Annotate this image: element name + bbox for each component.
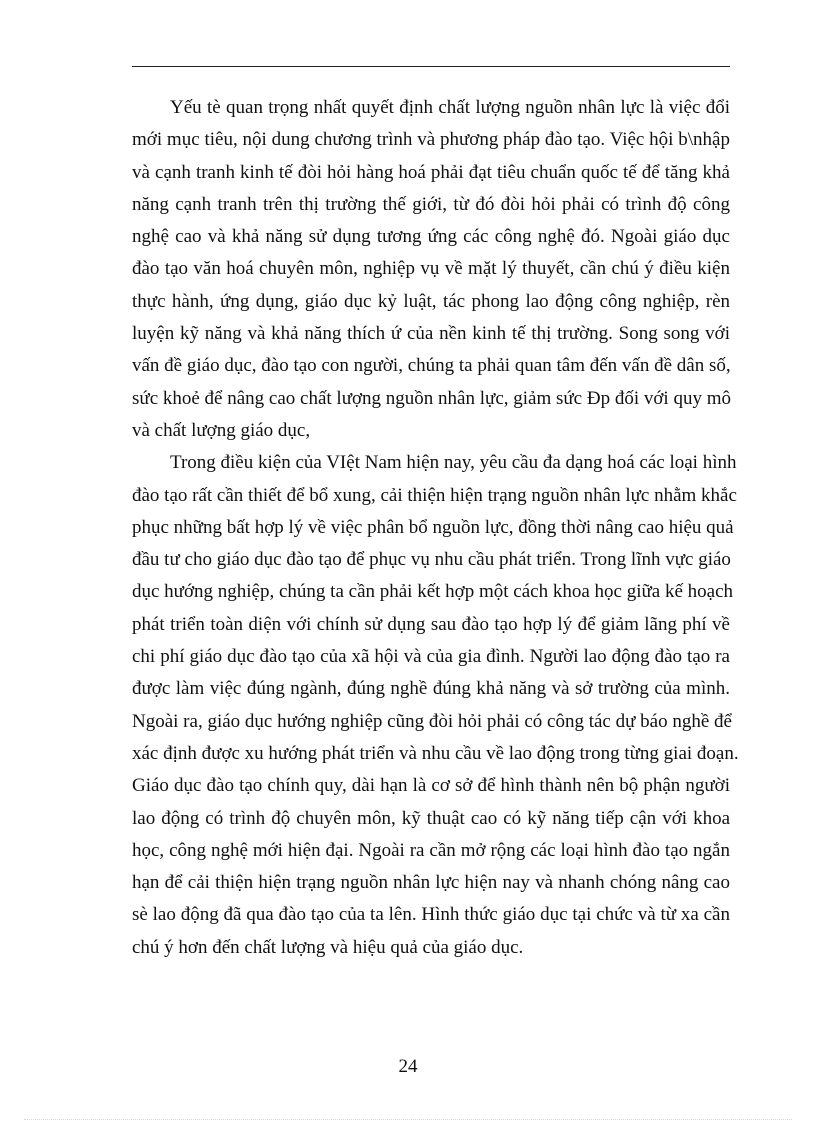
text-line: chú ý hơn đến chất lượng và hiệu quả của giáo dục.	[132, 936, 524, 958]
page-number: 24	[398, 1056, 418, 1077]
text-line: sè lao động đã qua đào tạo của ta lên. Hình thức giáo dục tại chức và từ xa cần	[132, 904, 730, 926]
text-line: chi phí giáo dục đào tạo của xã hội và của gia đình. Người lao động đào tạo ra	[132, 646, 730, 668]
text-line: và cạnh tranh kinh tế đòi hỏi hàng hoá phải đạt tiêu chuẩn quốc tế để tăng khả	[132, 161, 730, 183]
text-line: Yếu tè quan trọng nhất quyết định chất lượng nguồn nhân lực là việc đổi	[170, 97, 730, 118]
document-body	[132, 92, 739, 964]
text-line: được làm việc đúng ngành, đúng nghề đúng khả năng và sở trường của mình.	[132, 678, 730, 700]
text-line: Giáo dục đào tạo chính quy, dài hạn là cơ sở để hình thành nên bộ phận người	[132, 775, 730, 797]
text-line: thực hành, ứng dụng, giáo dục kỷ luật, tác phong lao động công nghiệp, rèn	[132, 290, 730, 312]
text-line: đào tạo văn hoá chuyên môn, nghiệp vụ về mặt lý thuyết, cần chú ý điều kiện	[132, 258, 730, 280]
text-line: lao động có trình độ chuyên môn, kỹ thuật cao có kỹ năng tiếp cận với khoa	[132, 807, 730, 829]
text-line: phát triển toàn diện với chính sử dụng sau đào tạo hợp lý để giảm lãng phí về	[132, 613, 730, 635]
text-line: vấn đề giáo dục, đào tạo con người, chúng ta phải quan tâm đến vấn đề dân số,	[132, 355, 731, 377]
paragraph	[132, 447, 739, 964]
text-line: năng cạnh tranh trên thị trường thế giới, từ đó đòi hỏi phải có trình độ công	[132, 193, 730, 215]
text-line: phục những bất hợp lý về việc phân bổ nguồn lực, đồng thời nâng cao hiệu quả	[132, 516, 734, 538]
text-line: học, công nghệ mới hiện đại. Ngoài ra cần mở rộng các loại hình đào tạo ngắn	[132, 839, 730, 861]
text-line: Ngoài ra, giáo dục hướng nghiệp cũng đòi hỏi phải có công tác dự báo nghề để	[132, 710, 732, 732]
text-line: Trong điều kiện của VIệt Nam hiện nay, yêu cầu đa dạng hoá các loại hình	[170, 452, 737, 474]
text-line: xác định được xu hướng phát triển và nhu cầu về lao động trong từng giai đoạn.	[132, 742, 739, 764]
text-line: nghệ cao và khả năng sử dụng tương ứng các công nghệ đó. Ngoài giáo dục	[132, 226, 730, 248]
paragraph	[132, 92, 730, 447]
text-line: luyện kỹ năng và khả năng thích ứ của nền kinh tế thị trường. Song song với	[132, 323, 730, 345]
text-line: hạn để cải thiện hiện trạng nguồn nhân lực hiện nay và nhanh chóng nâng cao	[132, 872, 730, 894]
text-line: đầu tư cho giáo dục đào tạo để phục vụ nhu cầu phát triển. Trong lĩnh vực giáo	[132, 549, 731, 571]
text-line: sức khoẻ để nâng cao chất lượng nguồn nhân lực, giảm sức Đp đối với quy mô	[132, 387, 731, 409]
page-bottom-edge	[24, 1119, 792, 1120]
header-rule	[132, 66, 730, 67]
text-line: và chất lượng giáo dục,	[132, 419, 311, 441]
text-line: mới mục tiêu, nội dung chương trình và phương pháp đào tạo. Việc hội b\nhập	[132, 129, 730, 151]
text-line: đào tạo rất cần thiết để bổ xung, cải thiện hiện trạng nguồn nhân lực nhằm khắc	[132, 484, 737, 506]
text-line: dục hướng nghiệp, chúng ta cần phải kết hợp một cách khoa học giữa kế hoạch	[132, 581, 734, 603]
